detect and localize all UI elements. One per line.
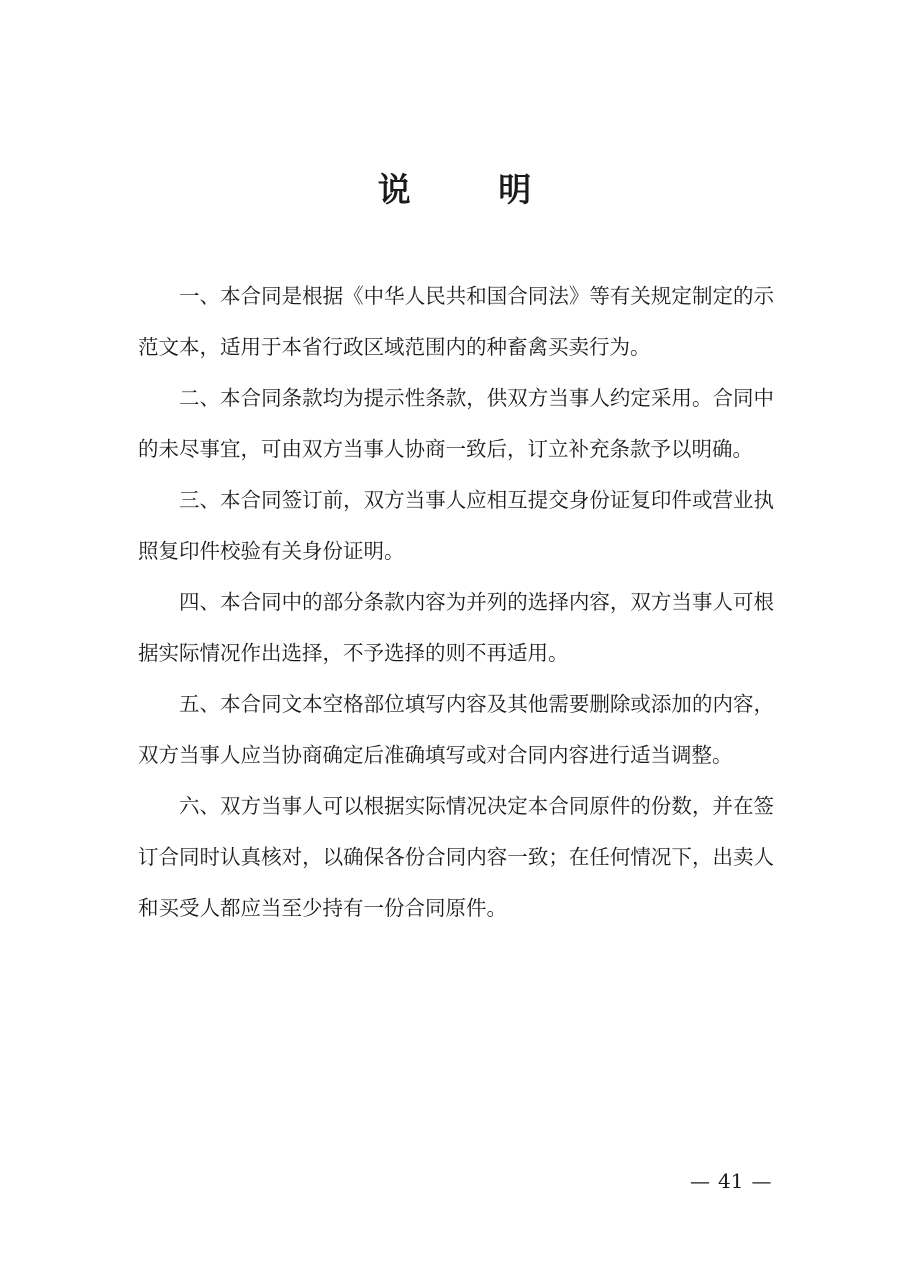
footer-dash-left: — (690, 1169, 710, 1193)
instruction-paragraph-1: 一、本合同是根据《中华人民共和国合同法》等有关规定制定的示范文本，适用于本省行政区域范围内的种畜禽买卖行为。 (138, 284, 774, 359)
page-title: 说 明 (377, 170, 570, 209)
instruction-paragraph-6: 六、双方当事人可以根据实际情况决定本合同原件的份数，并在签订合同时认真核对，以确保各份合同内容一致；在任何情况下，出卖人和买受人都应当至少持有一份合同原件。 (138, 794, 774, 920)
footer-dash-right: — (751, 1169, 772, 1193)
instruction-paragraph-4: 四、本合同中的部分条款内容为并列的选择内容，双方当事人可根据实际情况作出选择，不予选择的则不再适用。 (138, 590, 774, 665)
instructions-body (138, 271, 774, 934)
instruction-paragraph-2: 二、本合同条款均为提示性条款，供双方当事人约定采用。合同中的未尽事宜，可由双方当事人协商一致后，订立补充条款予以明确。 (138, 386, 774, 461)
page-footer (690, 1166, 780, 1196)
instruction-paragraph-3: 三、本合同签订前，双方当事人应相互提交身份证复印件或营业执照复印件校验有关身份证明。 (138, 488, 774, 563)
page-number: 41 (718, 1169, 744, 1193)
instruction-paragraph-5: 五、本合同文本空格部位填写内容及其他需要删除或添加的内容，双方当事人应当协商确定后准确填写或对合同内容进行适当调整。 (138, 692, 774, 767)
